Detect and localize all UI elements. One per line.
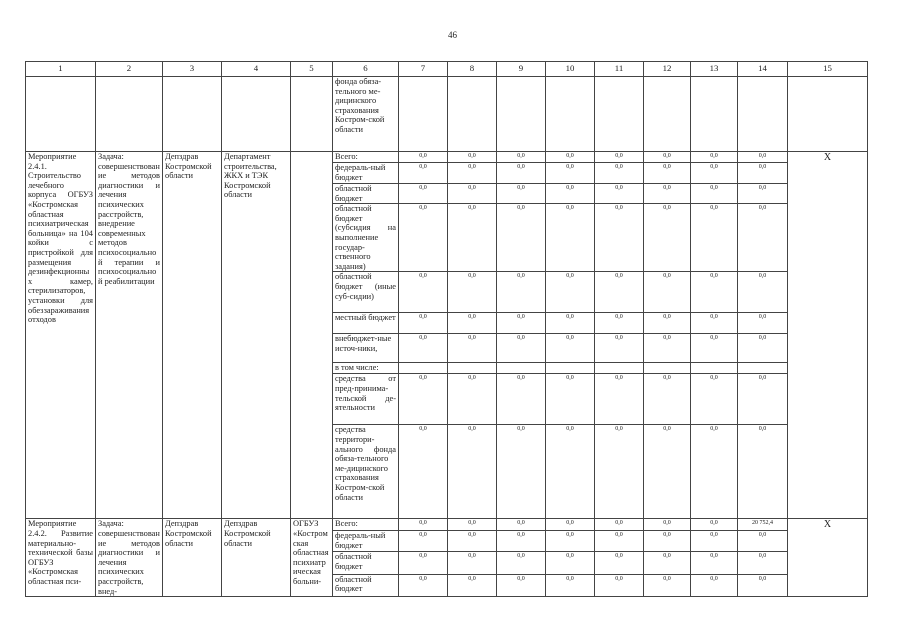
table-row (26, 152, 868, 163)
header-cell-6: 6 (333, 62, 399, 77)
value-cell: 0,0 (497, 334, 546, 363)
funding-source: средства территори-ального фонда обяза-тельного ме-дицинского страхования Костром-ской области (333, 425, 399, 519)
value-cell: 0,0 (595, 313, 644, 334)
responsible-executor: Депздрав Костромской области (163, 519, 222, 597)
empty-cell (291, 77, 333, 152)
funding-source: областной бюджет (333, 184, 399, 204)
value-cell: 0,0 (691, 313, 738, 334)
funding-source: местный бюджет (333, 313, 399, 334)
value-cell: 0,0 (738, 574, 788, 596)
header-cell-4: 4 (222, 62, 291, 77)
continuation-row (26, 77, 868, 152)
value-cell: 0,0 (644, 519, 691, 531)
participant: ОГБУЗ «Костромская областная психиатрическая больни- (291, 519, 333, 597)
header-row (26, 62, 868, 77)
funding-source: средства от пред-принима-тельской де-ятельности (333, 374, 399, 425)
value-cell: 0,0 (644, 272, 691, 313)
value-cell: 0,0 (691, 531, 738, 552)
funding-source: Всего: (333, 519, 399, 531)
value-cell: 0,0 (691, 204, 738, 272)
value-cell: 0,0 (644, 374, 691, 425)
value-cell: 0,0 (644, 184, 691, 204)
value-cell: 0,0 (448, 313, 497, 334)
value-cell: 0,0 (644, 313, 691, 334)
x-mark: Х (788, 519, 868, 597)
value-cell: 0,0 (448, 531, 497, 552)
value-cell: 0,0 (644, 204, 691, 272)
header-cell-5: 5 (291, 62, 333, 77)
value-cell: 0,0 (399, 531, 448, 552)
value-cell (738, 363, 788, 374)
value-cell: 0,0 (497, 531, 546, 552)
value-cell: 0,0 (399, 184, 448, 204)
value-cell: 0,0 (448, 374, 497, 425)
value-cell: 0,0 (546, 184, 595, 204)
measure-name: Мероприятие 2.4.2. Развитие материально-технической базы ОГБУЗ «Костромская областная пси- (26, 519, 96, 597)
empty-cell (497, 77, 546, 152)
value-cell: 0,0 (497, 272, 546, 313)
value-cell: 0,0 (546, 152, 595, 163)
value-cell: 0,0 (644, 531, 691, 552)
value-cell: 0,0 (691, 272, 738, 313)
header-cell-13: 13 (691, 62, 738, 77)
value-cell: 0,0 (399, 519, 448, 531)
value-cell: 0,0 (691, 184, 738, 204)
value-cell: 0,0 (691, 334, 738, 363)
value-cell: 0,0 (644, 425, 691, 519)
empty-cell (399, 77, 448, 152)
value-cell: 0,0 (738, 163, 788, 184)
value-cell (691, 363, 738, 374)
value-cell: 0,0 (497, 184, 546, 204)
empty-cell (738, 77, 788, 152)
value-cell: 0,0 (497, 313, 546, 334)
value-cell: 0,0 (399, 334, 448, 363)
value-cell: 0,0 (399, 425, 448, 519)
value-cell: 0,0 (448, 574, 497, 596)
value-cell: 0,0 (644, 552, 691, 574)
responsible-executor: Депздрав Костромской области (163, 152, 222, 519)
value-cell: 0,0 (595, 519, 644, 531)
value-cell: 0,0 (497, 204, 546, 272)
value-cell: 0,0 (497, 574, 546, 596)
value-cell: 0,0 (738, 425, 788, 519)
value-cell: 0,0 (399, 552, 448, 574)
empty-cell (26, 77, 96, 152)
measure-name: Мероприятие 2.4.1. Строительство лечебного корпуса ОГБУЗ «Костромская областная психиатрическая больница» на 104 койки с пристройкой для размещения дезинфекционных камер, стерилизаторов, установки для обеззараживания отходов (26, 152, 96, 519)
value-cell: 0,0 (595, 152, 644, 163)
value-cell: 0,0 (546, 204, 595, 272)
value-cell: 0,0 (399, 204, 448, 272)
table-row (26, 519, 868, 531)
value-cell: 0,0 (595, 163, 644, 184)
value-cell (448, 363, 497, 374)
x-mark: Х (788, 152, 868, 519)
value-cell: 0,0 (546, 272, 595, 313)
value-cell: 0,0 (497, 152, 546, 163)
value-cell: 0,0 (595, 272, 644, 313)
value-cell: 0,0 (738, 204, 788, 272)
empty-cell (546, 77, 595, 152)
value-cell: 0,0 (644, 574, 691, 596)
value-cell: 0,0 (738, 152, 788, 163)
value-cell: 0,0 (595, 574, 644, 596)
page-number: 46 (448, 30, 457, 40)
value-cell: 0,0 (399, 163, 448, 184)
funding-source: федераль-ный бюджет (333, 163, 399, 184)
header-cell-12: 12 (644, 62, 691, 77)
value-cell: 0,0 (546, 531, 595, 552)
header-cell-9: 9 (497, 62, 546, 77)
value-cell: 0,0 (595, 334, 644, 363)
value-cell: 0,0 (399, 574, 448, 596)
header-cell-7: 7 (399, 62, 448, 77)
empty-cell (691, 77, 738, 152)
value-cell: 0,0 (497, 552, 546, 574)
value-cell: 0,0 (691, 163, 738, 184)
value-cell: 0,0 (546, 552, 595, 574)
value-cell: 20 752,4 (738, 519, 788, 531)
value-cell: 0,0 (738, 272, 788, 313)
value-cell: 0,0 (448, 425, 497, 519)
co-executor: Депздрав Костромской области (222, 519, 291, 597)
value-cell: 0,0 (399, 272, 448, 313)
funding-source: областной бюджет (субсидия на выполнение государ-ственного задания) (333, 204, 399, 272)
empty-cell (644, 77, 691, 152)
empty-cell (222, 77, 291, 152)
header-cell-14: 14 (738, 62, 788, 77)
value-cell: 0,0 (738, 184, 788, 204)
value-cell (399, 363, 448, 374)
value-cell: 0,0 (595, 184, 644, 204)
header-cell-1: 1 (26, 62, 96, 77)
header-cell-15: 15 (788, 62, 868, 77)
value-cell: 0,0 (448, 163, 497, 184)
value-cell: 0,0 (738, 531, 788, 552)
value-cell: 0,0 (546, 574, 595, 596)
value-cell: 0,0 (691, 574, 738, 596)
value-cell (595, 363, 644, 374)
value-cell: 0,0 (448, 519, 497, 531)
value-cell: 0,0 (546, 163, 595, 184)
value-cell: 0,0 (738, 313, 788, 334)
header-cell-3: 3 (163, 62, 222, 77)
value-cell: 0,0 (738, 334, 788, 363)
value-cell: 0,0 (399, 374, 448, 425)
header-cell-8: 8 (448, 62, 497, 77)
value-cell: 0,0 (448, 184, 497, 204)
value-cell: 0,0 (644, 163, 691, 184)
funding-source: Всего: (333, 152, 399, 163)
value-cell (546, 363, 595, 374)
funding-source: областной бюджет (иные суб-сидии) (333, 272, 399, 313)
co-executor: Департамент строительства, ЖКХ и ТЭК Костромской области (222, 152, 291, 519)
participant (291, 152, 333, 519)
value-cell: 0,0 (595, 425, 644, 519)
measure-task: Задача: совершенствование методов диагностики и лечения психических расстройств, внед- (96, 519, 163, 597)
value-cell: 0,0 (595, 531, 644, 552)
value-cell: 0,0 (546, 313, 595, 334)
value-cell: 0,0 (691, 519, 738, 531)
empty-cell (788, 77, 868, 152)
value-cell: 0,0 (497, 519, 546, 531)
header-cell-11: 11 (595, 62, 644, 77)
value-cell: 0,0 (595, 204, 644, 272)
value-cell: 0,0 (595, 374, 644, 425)
value-cell: 0,0 (448, 334, 497, 363)
value-cell: 0,0 (691, 425, 738, 519)
value-cell: 0,0 (644, 152, 691, 163)
value-cell: 0,0 (399, 313, 448, 334)
value-cell (644, 363, 691, 374)
budget-table (25, 61, 868, 597)
measure-task: Задача: совершенствование методов диагностики и лечения психических расстройств, внедрение современных методов психосоциальной терапии и психосоциальной реабилитации (96, 152, 163, 519)
value-cell: 0,0 (448, 152, 497, 163)
value-cell: 0,0 (691, 374, 738, 425)
value-cell: 0,0 (691, 152, 738, 163)
header-cell-10: 10 (546, 62, 595, 77)
value-cell: 0,0 (448, 204, 497, 272)
empty-cell (595, 77, 644, 152)
value-cell: 0,0 (738, 552, 788, 574)
funding-source: областной бюджет (333, 552, 399, 574)
header-cell-2: 2 (96, 62, 163, 77)
value-cell: 0,0 (546, 334, 595, 363)
value-cell: 0,0 (644, 334, 691, 363)
value-cell: 0,0 (448, 272, 497, 313)
value-cell: 0,0 (738, 374, 788, 425)
funding-source: федераль-ный бюджет (333, 531, 399, 552)
value-cell: 0,0 (546, 425, 595, 519)
source-cell: фонда обяза-тельного ме-дицинского страхования Костром-ской области (333, 77, 399, 152)
empty-cell (448, 77, 497, 152)
empty-cell (163, 77, 222, 152)
value-cell: 0,0 (497, 163, 546, 184)
value-cell (497, 363, 546, 374)
value-cell: 0,0 (448, 552, 497, 574)
value-cell: 0,0 (399, 152, 448, 163)
funding-source: внебюджет-ные источ-ники, (333, 334, 399, 363)
value-cell: 0,0 (497, 374, 546, 425)
value-cell: 0,0 (546, 374, 595, 425)
empty-cell (96, 77, 163, 152)
value-cell: 0,0 (595, 552, 644, 574)
value-cell: 0,0 (691, 552, 738, 574)
value-cell: 0,0 (546, 519, 595, 531)
value-cell: 0,0 (497, 425, 546, 519)
funding-source: областной бюджет (333, 574, 399, 596)
funding-source: в том числе: (333, 363, 399, 374)
